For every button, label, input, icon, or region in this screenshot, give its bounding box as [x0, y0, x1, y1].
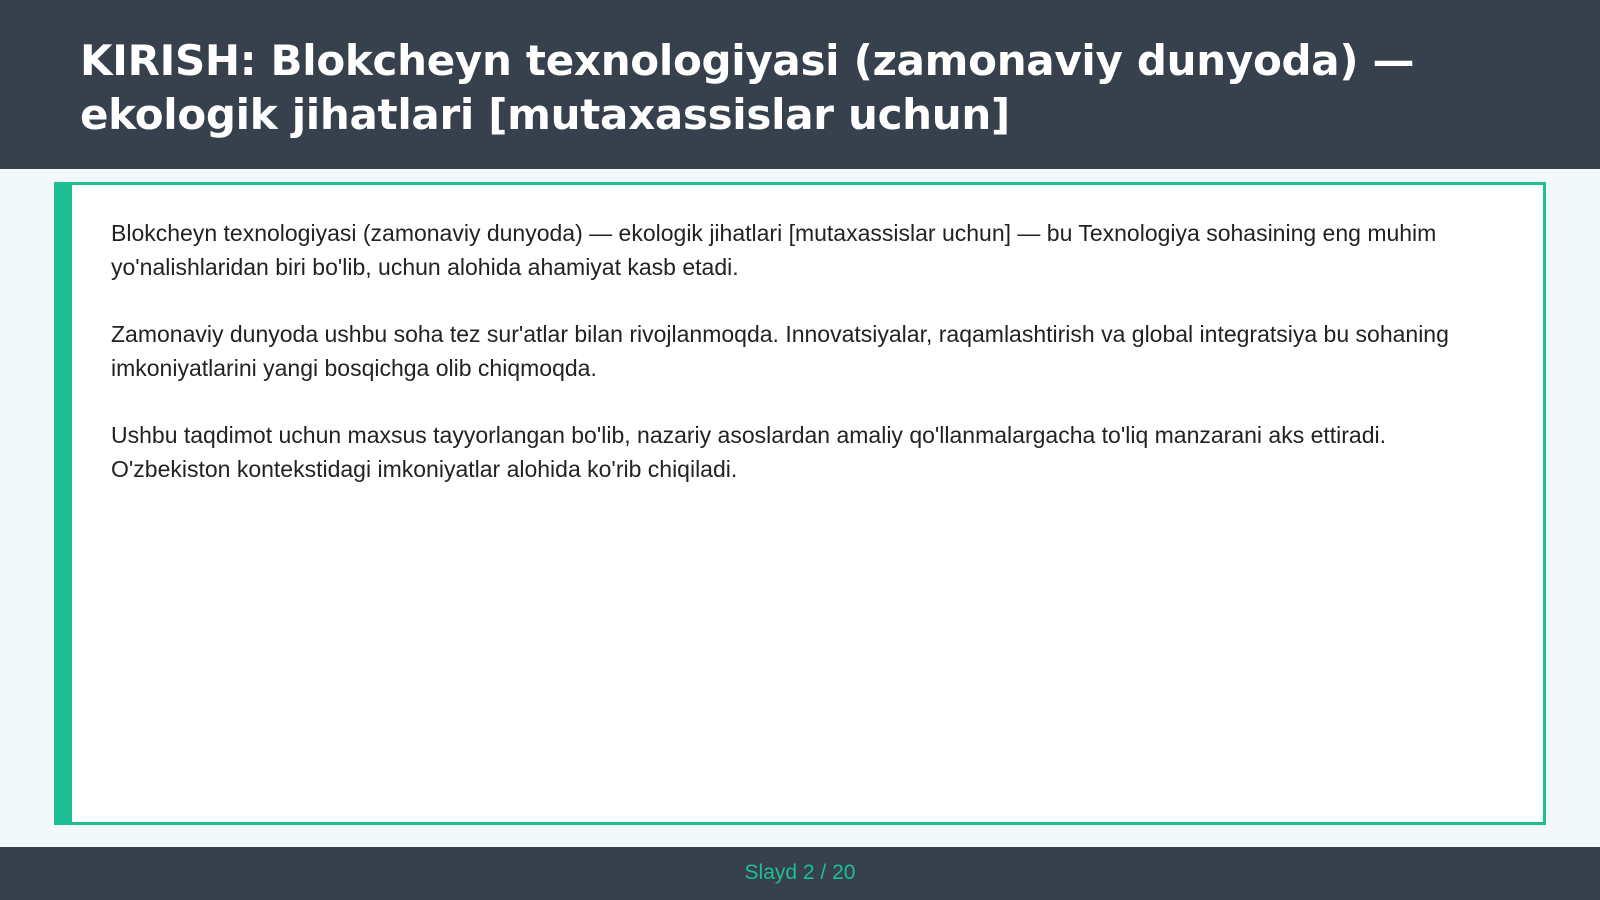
- development-paragraph: Zamonaviy dunyoda ushbu soha tez sur'atlar bilan rivojlanmoqda. Innovatsiyalar, raqamlashtirish va global integratsiya bu sohaning imkoniyatlarini yangi bosqichga olib chiqmoqda.: [111, 321, 1449, 381]
- slide-header: [0, 0, 1600, 169]
- presentation-paragraph: Ushbu taqdimot uchun maxsus tayyorlangan bo'lib, nazariy asoslardan amaliy qo'llanmalargacha to'liq manzarani aks ettiradi. O'zbekiston kontekstidagi imkoniyatlar alohida ko'rib chiqiladi.: [111, 422, 1387, 482]
- slide-footer: [0, 847, 1600, 900]
- slide-number: Slayd 2 / 20: [744, 861, 856, 884]
- intro-paragraph: Blokcheyn texnologiyasi (zamonaviy dunyoda) — ekologik jihatlari [mutaxassislar uchun] — bu Texnologiya sohasining eng muhim yo'nalishlaridan biri bo'lib, uchun alohida ahamiyat kasb etadi.: [111, 220, 1437, 280]
- content-box: [54, 182, 1546, 825]
- slide-title: KIRISH: Blokcheyn texnologiyasi (zamonaviy dunyoda) — ekologik jihatlari [mutaxassislar uchun]: [80, 36, 1415, 139]
